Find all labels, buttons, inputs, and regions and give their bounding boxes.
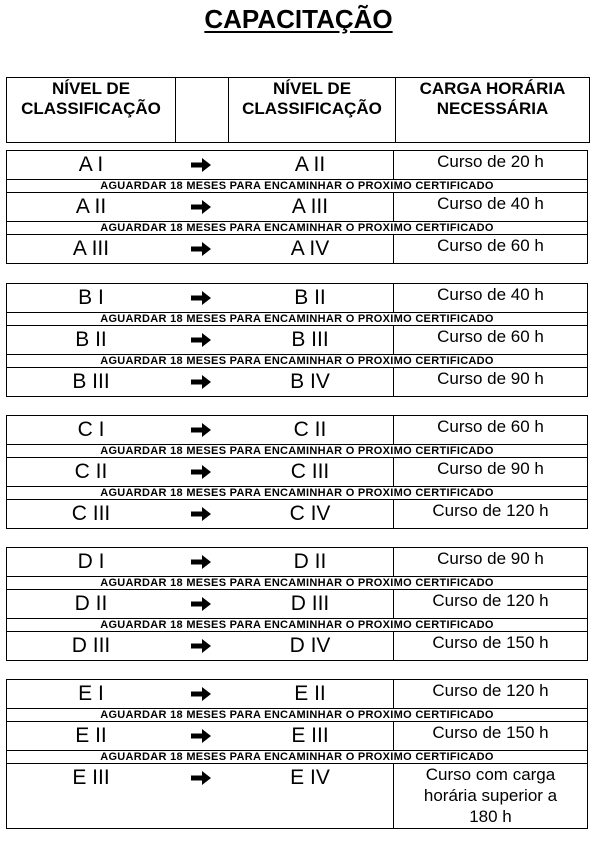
wait-notice: AGUARDAR 18 MESES PARA ENCAMINHAR O PROXIMO CERTIFICADO xyxy=(7,445,588,458)
arrow-cell xyxy=(175,632,227,661)
level-to: C II xyxy=(293,418,327,441)
level-to: C III xyxy=(290,460,330,483)
level-from-cell xyxy=(7,193,176,222)
wait-notice: AGUARDAR 18 MESES PARA ENCAMINHAR O PROXIMO CERTIFICADO xyxy=(7,180,588,193)
level-to-cell xyxy=(227,632,394,661)
course-hours: Curso de 20 h xyxy=(394,151,588,180)
level-from-cell xyxy=(7,416,176,445)
progression-row xyxy=(7,590,588,619)
wait-notice: AGUARDAR 18 MESES PARA ENCAMINHAR O PROXIMO CERTIFICADO xyxy=(7,487,588,500)
course-hours: Curso de 60 h xyxy=(394,326,588,355)
level-from: C I xyxy=(77,418,105,441)
level-from: A I xyxy=(78,153,104,176)
course-hours: Curso de 90 h xyxy=(394,548,588,577)
level-to-cell xyxy=(227,235,394,264)
level-to-cell xyxy=(227,722,394,751)
level-from: B II xyxy=(75,328,107,351)
level-group-table xyxy=(6,150,588,264)
level-from-cell xyxy=(7,235,176,264)
wait-row xyxy=(7,709,588,722)
level-from-cell xyxy=(7,680,176,709)
arrow-right-icon xyxy=(175,157,227,173)
level-to-cell xyxy=(227,151,394,180)
level-group-table xyxy=(6,415,588,529)
level-from-cell xyxy=(7,548,176,577)
progression-row xyxy=(7,632,588,661)
header-table xyxy=(6,77,590,143)
level-from: E I xyxy=(78,682,104,705)
arrow-cell xyxy=(175,722,227,751)
level-group-table xyxy=(6,283,588,397)
arrow-cell xyxy=(175,368,227,397)
course-hours: Curso de 40 h xyxy=(394,284,588,313)
progression-row xyxy=(7,284,588,313)
level-from: B III xyxy=(72,370,110,393)
arrow-right-icon xyxy=(175,770,227,786)
level-from-cell xyxy=(7,500,176,529)
arrow-right-icon xyxy=(175,290,227,306)
level-to-cell xyxy=(227,680,394,709)
level-to-cell xyxy=(227,590,394,619)
header-level-to: NÍVEL DE CLASSIFICAÇÃO xyxy=(229,78,396,143)
progression-row xyxy=(7,151,588,180)
arrow-right-icon xyxy=(175,638,227,654)
arrow-cell xyxy=(175,235,227,264)
level-to: B II xyxy=(294,286,326,309)
level-to: A III xyxy=(291,195,329,218)
arrow-cell xyxy=(175,284,227,313)
wait-row xyxy=(7,180,588,193)
wait-notice: AGUARDAR 18 MESES PARA ENCAMINHAR O PROXIMO CERTIFICADO xyxy=(7,709,588,722)
arrow-cell xyxy=(175,548,227,577)
course-hours: Curso de 60 h xyxy=(394,235,588,264)
wait-row xyxy=(7,751,588,764)
wait-notice: AGUARDAR 18 MESES PARA ENCAMINHAR O PROXIMO CERTIFICADO xyxy=(7,751,588,764)
arrow-right-icon xyxy=(175,554,227,570)
level-from: C III xyxy=(71,502,111,525)
level-from-cell xyxy=(7,632,176,661)
level-to-cell xyxy=(227,500,394,529)
arrow-cell xyxy=(175,590,227,619)
progression-row xyxy=(7,326,588,355)
wait-notice: AGUARDAR 18 MESES PARA ENCAMINHAR O PROXIMO CERTIFICADO xyxy=(7,222,588,235)
level-from: E III xyxy=(72,766,110,789)
level-from: D II xyxy=(74,592,108,615)
arrow-cell xyxy=(175,500,227,529)
wait-notice: AGUARDAR 18 MESES PARA ENCAMINHAR O PROXIMO CERTIFICADO xyxy=(7,577,588,590)
progression-row xyxy=(7,764,588,829)
progression-row xyxy=(7,680,588,709)
level-to: B IV xyxy=(290,370,330,393)
level-from: C II xyxy=(74,460,108,483)
course-hours: Curso de 90 h xyxy=(394,458,588,487)
wait-row xyxy=(7,313,588,326)
arrow-cell xyxy=(175,416,227,445)
arrow-right-icon xyxy=(175,686,227,702)
level-from: D III xyxy=(71,634,111,657)
wait-row xyxy=(7,355,588,368)
arrow-right-icon xyxy=(175,728,227,744)
level-to-cell xyxy=(227,416,394,445)
level-to: D II xyxy=(293,550,327,573)
level-to-cell xyxy=(227,548,394,577)
level-to: A IV xyxy=(290,237,330,260)
course-hours: Curso de 150 h xyxy=(394,632,588,661)
level-from: D I xyxy=(77,550,105,573)
level-group-table xyxy=(6,679,588,829)
level-from: E II xyxy=(75,724,107,747)
course-hours: Curso com carga horária superior a 180 h xyxy=(394,764,588,829)
level-to: B III xyxy=(291,328,329,351)
wait-notice: AGUARDAR 18 MESES PARA ENCAMINHAR O PROXIMO CERTIFICADO xyxy=(7,355,588,368)
progression-row xyxy=(7,500,588,529)
arrow-right-icon xyxy=(175,332,227,348)
course-hours: Curso de 120 h xyxy=(394,680,588,709)
progression-row xyxy=(7,368,588,397)
page-title: CAPACITAÇÃO xyxy=(204,4,393,34)
level-to: A II xyxy=(294,153,326,176)
arrow-right-icon xyxy=(175,241,227,257)
arrow-cell xyxy=(175,458,227,487)
course-hours: Curso de 120 h xyxy=(394,500,588,529)
wait-row xyxy=(7,445,588,458)
course-hours: Curso de 60 h xyxy=(394,416,588,445)
level-to-cell xyxy=(227,764,394,829)
level-group-table xyxy=(6,547,588,661)
course-hours: Curso de 90 h xyxy=(394,368,588,397)
wait-notice: AGUARDAR 18 MESES PARA ENCAMINHAR O PROXIMO CERTIFICADO xyxy=(7,619,588,632)
level-from-cell xyxy=(7,326,176,355)
level-to-cell xyxy=(227,284,394,313)
header-workload: CARGA HORÁRIA NECESSÁRIA xyxy=(396,78,590,143)
level-to-cell xyxy=(227,458,394,487)
level-to: D III xyxy=(290,592,330,615)
header-row xyxy=(7,78,590,143)
progression-row xyxy=(7,722,588,751)
course-hours: Curso de 150 h xyxy=(394,722,588,751)
progression-row xyxy=(7,416,588,445)
wait-notice: AGUARDAR 18 MESES PARA ENCAMINHAR O PROXIMO CERTIFICADO xyxy=(7,313,588,326)
arrow-right-icon xyxy=(175,199,227,215)
level-from: A III xyxy=(72,237,110,260)
wait-row xyxy=(7,487,588,500)
progression-row xyxy=(7,193,588,222)
arrow-right-icon xyxy=(175,374,227,390)
progression-row xyxy=(7,548,588,577)
level-from-cell xyxy=(7,151,176,180)
arrow-right-icon xyxy=(175,596,227,612)
level-to: E III xyxy=(291,724,329,747)
course-hours: Curso de 40 h xyxy=(394,193,588,222)
course-hours: Curso de 120 h xyxy=(394,590,588,619)
level-from: A II xyxy=(75,195,107,218)
wait-row xyxy=(7,577,588,590)
arrow-cell xyxy=(175,764,227,829)
level-to-cell xyxy=(227,326,394,355)
arrow-cell xyxy=(175,326,227,355)
arrow-cell xyxy=(175,680,227,709)
arrow-cell xyxy=(175,151,227,180)
level-from-cell xyxy=(7,458,176,487)
level-from: B I xyxy=(78,286,104,309)
level-from-cell xyxy=(7,764,176,829)
progression-row xyxy=(7,458,588,487)
arrow-right-icon xyxy=(175,506,227,522)
level-from-cell xyxy=(7,368,176,397)
arrow-right-icon xyxy=(175,464,227,480)
level-from-cell xyxy=(7,722,176,751)
header-arrow-column xyxy=(176,78,229,143)
wait-row xyxy=(7,619,588,632)
level-to: D IV xyxy=(289,634,331,657)
progression-row xyxy=(7,235,588,264)
level-to: E IV xyxy=(290,766,330,789)
level-to-cell xyxy=(227,193,394,222)
level-to-cell xyxy=(227,368,394,397)
level-from-cell xyxy=(7,284,176,313)
arrow-cell xyxy=(175,193,227,222)
wait-row xyxy=(7,222,588,235)
header-level-from: NÍVEL DE CLASSIFICAÇÃO xyxy=(7,78,176,143)
level-to: C IV xyxy=(289,502,331,525)
level-from-cell xyxy=(7,590,176,619)
arrow-right-icon xyxy=(175,422,227,438)
level-to: E II xyxy=(294,682,326,705)
